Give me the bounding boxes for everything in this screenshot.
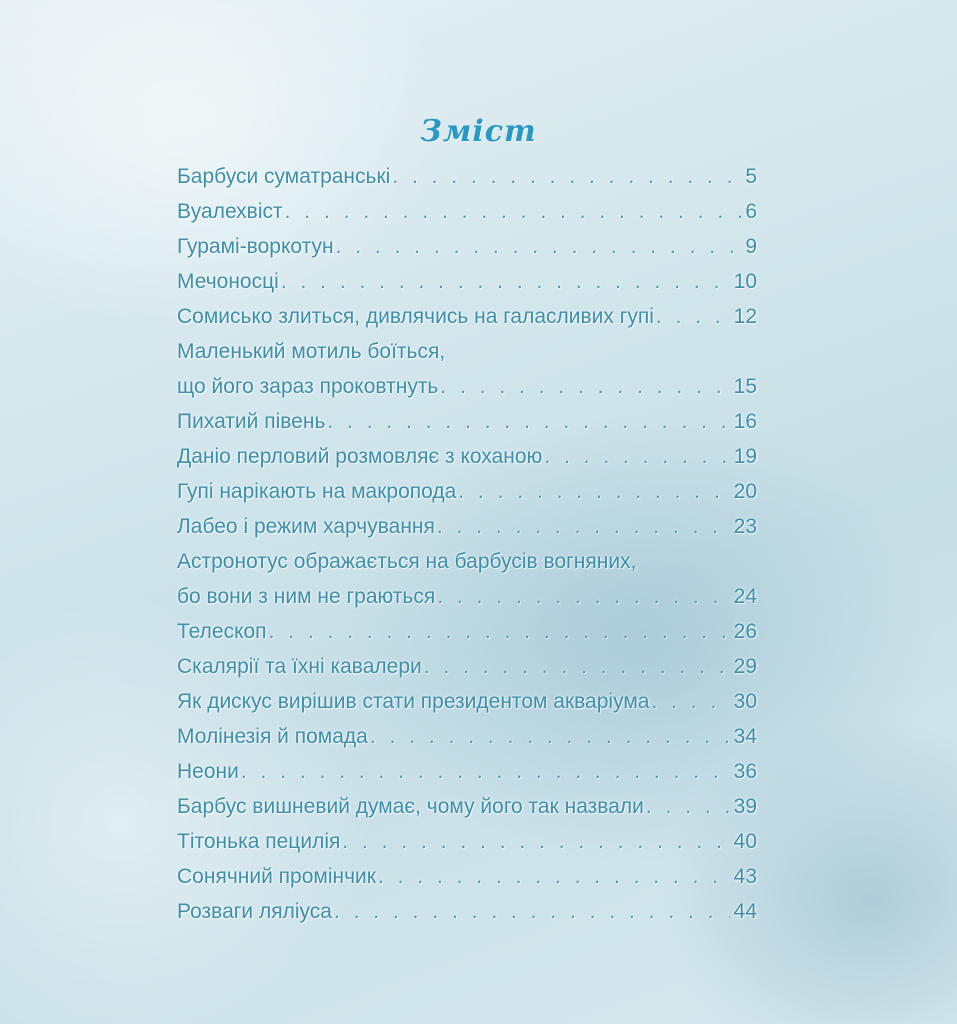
toc-entry-page: 30 bbox=[733, 690, 757, 713]
toc-entry[interactable] bbox=[177, 859, 757, 894]
toc-entry[interactable] bbox=[177, 334, 757, 404]
toc-leader-dots bbox=[656, 299, 730, 334]
toc-leader-dots bbox=[458, 474, 729, 509]
toc-leader-dots bbox=[334, 894, 730, 929]
toc-entry-title: Гурамі-воркотун bbox=[177, 235, 334, 258]
toc-leader-dots bbox=[424, 649, 730, 684]
toc-entry-page: 15 bbox=[733, 375, 757, 398]
toc-entry-title: Пихатий півень bbox=[177, 410, 326, 433]
toc-leader-dots bbox=[241, 754, 730, 789]
toc-entry-page: 44 bbox=[733, 900, 757, 923]
toc-entry[interactable] bbox=[177, 544, 757, 614]
toc-entry-title-line1: Маленький мотиль боїться, bbox=[177, 340, 446, 363]
toc-entry-page: 40 bbox=[733, 830, 757, 853]
toc-leader-dots bbox=[370, 719, 730, 754]
toc-entry-page: 20 bbox=[733, 480, 757, 503]
toc-leader-dots bbox=[646, 789, 730, 824]
toc-entry[interactable] bbox=[177, 229, 757, 264]
toc-leader-dots bbox=[281, 264, 730, 299]
toc-entry[interactable] bbox=[177, 649, 757, 684]
toc-entry-title: Розваги ляліуса bbox=[177, 900, 332, 923]
toc-entry-title: Мечоносці bbox=[177, 270, 279, 293]
toc-entry[interactable] bbox=[177, 754, 757, 789]
toc-entry[interactable] bbox=[177, 684, 757, 719]
toc-leader-dots bbox=[651, 684, 729, 719]
toc-entry-title: Телескоп bbox=[177, 620, 267, 643]
toc-list bbox=[177, 159, 757, 929]
toc-entry[interactable] bbox=[177, 474, 757, 509]
toc-entry[interactable] bbox=[177, 509, 757, 544]
toc-leader-dots bbox=[440, 369, 729, 404]
toc-entry-page: 36 bbox=[733, 760, 757, 783]
toc-entry-page: 9 bbox=[745, 235, 757, 258]
toc-leader-dots bbox=[437, 579, 729, 614]
toc-leader-dots bbox=[378, 859, 730, 894]
toc-leader-dots bbox=[342, 824, 729, 859]
toc-entry[interactable] bbox=[177, 404, 757, 439]
toc-entry[interactable] bbox=[177, 614, 757, 649]
toc-entry-title: Вуалехвіст bbox=[177, 200, 283, 223]
toc-entry[interactable] bbox=[177, 719, 757, 754]
toc-entry[interactable] bbox=[177, 824, 757, 859]
toc-leader-dots bbox=[327, 404, 729, 439]
toc-entry-title: Неони bbox=[177, 760, 239, 783]
toc-entry-page: 43 bbox=[733, 865, 757, 888]
toc-entry[interactable] bbox=[177, 194, 757, 229]
toc-entry-title: Лабео і режим харчування bbox=[177, 515, 435, 538]
toc-entry-title: Сомисько злиться, дивлячись на галасливих гупі bbox=[177, 305, 654, 328]
toc-entry-page: 19 bbox=[733, 445, 757, 468]
toc-entry[interactable] bbox=[177, 264, 757, 299]
toc-entry-title-line1: Астронотус ображається на барбусів вогняних, bbox=[177, 550, 637, 573]
toc-leader-dots bbox=[392, 159, 741, 194]
toc-entry[interactable] bbox=[177, 789, 757, 824]
toc-entry-title: бо вони з ним не граються bbox=[177, 585, 436, 608]
toc-leader-dots bbox=[285, 194, 742, 229]
toc-entry-title: що його зараз проковтнуть bbox=[177, 375, 439, 398]
toc-entry-page: 6 bbox=[745, 200, 757, 223]
toc-heading: Зміст bbox=[420, 114, 537, 149]
toc-entry[interactable] bbox=[177, 299, 757, 334]
toc-leader-dots bbox=[336, 229, 742, 264]
toc-entry-title: Тітонька пецилія bbox=[177, 830, 341, 853]
toc-entry-page: 26 bbox=[733, 620, 757, 643]
toc-entry[interactable] bbox=[177, 159, 757, 194]
toc-entry-title: Барбуси суматранські bbox=[177, 165, 391, 188]
toc-entry-title: Як дискус вирішив стати президентом акваріума bbox=[177, 690, 650, 713]
toc-leader-dots bbox=[269, 614, 730, 649]
toc-entry[interactable] bbox=[177, 894, 757, 929]
toc-entry-page: 29 bbox=[733, 655, 757, 678]
toc-leader-dots bbox=[544, 439, 729, 474]
toc-leader-dots bbox=[437, 509, 730, 544]
toc-entry-page: 10 bbox=[733, 270, 757, 293]
toc-entry-page: 16 bbox=[733, 410, 757, 433]
toc-entry[interactable] bbox=[177, 439, 757, 474]
toc-entry-title: Молінезія й помада bbox=[177, 725, 368, 748]
toc-entry-title: Барбус вишневий думає, чому його так назвали bbox=[177, 795, 644, 818]
toc-entry-page: 34 bbox=[733, 725, 757, 748]
toc-entry-title: Сонячний промінчик bbox=[177, 865, 376, 888]
toc-entry-title: Скалярії та їхні кавалери bbox=[177, 655, 422, 678]
toc-entry-title: Даніо перловий розмовляє з коханою bbox=[177, 445, 543, 468]
toc-entry-title: Гупі нарікають на макропода bbox=[177, 480, 457, 503]
toc-entry-page: 5 bbox=[745, 165, 757, 188]
toc-entry-page: 24 bbox=[733, 585, 757, 608]
toc-entry-page: 39 bbox=[733, 795, 757, 818]
toc-entry-page: 23 bbox=[733, 515, 757, 538]
toc-entry-page: 12 bbox=[733, 305, 757, 328]
